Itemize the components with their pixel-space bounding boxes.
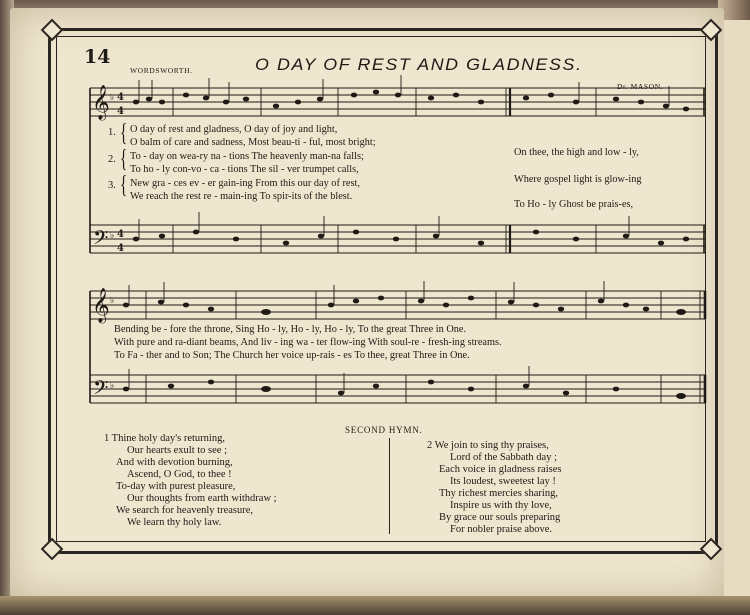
stanza-number: 2. (108, 154, 116, 165)
music-credit: Dr. MASON. (617, 82, 664, 91)
svg-text:4: 4 (117, 229, 124, 240)
second-hymn-heading: SECOND HYMN. (345, 425, 423, 435)
lyric-line: New gra - ces ev - er gain-ing From this our day of rest, (130, 178, 360, 189)
words-credit: WORDSWORTH. (130, 66, 193, 75)
verse-brace: { (120, 146, 128, 174)
poem-line: Its loudest, sweetest lay ! (450, 476, 556, 487)
svg-text:♭: ♭ (110, 381, 115, 391)
poem-line: 2 We join to sing thy praises, (427, 440, 549, 451)
refrain-line: To Ho - ly Ghost be prais-es, (514, 199, 634, 210)
refrain-line: Where gospel light is glow-ing (514, 174, 642, 185)
svg-text:𝄢: 𝄢 (93, 226, 109, 254)
poem-line: 1 Thine holy day's returning, (104, 433, 225, 444)
lyric-line: To - day on wea-ry na - tions The heavenly man-na falls; (130, 151, 364, 162)
lyric-line: Bending be - fore the throne, Sing Ho - ly, Ho - ly, Ho - ly, To the great Three in One. (114, 324, 467, 335)
poem-line: Our thoughts from earth withdraw ; (127, 493, 277, 504)
svg-text:𝄞: 𝄞 (92, 85, 110, 120)
refrain-line: On thee, the high and low - ly, (514, 147, 639, 158)
poem-line: By grace our souls preparing (439, 512, 561, 523)
poem-line: For nobler praise above. (450, 524, 553, 535)
poem-line: Ascend, O God, to thee ! (127, 469, 232, 480)
svg-text:𝄞: 𝄞 (92, 288, 110, 323)
poem-line: And with devotion burning, (116, 457, 233, 468)
lyric-line: O day of rest and gladness, O day of joy and light, (130, 124, 338, 135)
column-divider (389, 438, 390, 534)
poem-line: We search for heavenly treasure, (116, 505, 254, 516)
verse-brace: { (120, 172, 128, 200)
book-edge-bottom (0, 596, 750, 615)
poem-line: Each voice in gladness raises (439, 464, 562, 475)
svg-text:4: 4 (117, 243, 124, 254)
svg-text:4: 4 (117, 106, 124, 117)
lyric-line: To Fa - ther and to Son; The Church her voice up-rais - es To thee, great Three in One. (114, 350, 470, 361)
lyric-line: We reach the rest re - main-ing To spir-its of the blest. (130, 191, 353, 202)
svg-text:𝄢: 𝄢 (93, 376, 109, 404)
lyric-line: To ho - ly con-vo - ca - tions The sil - ver trumpet calls, (130, 164, 359, 175)
svg-text:♭: ♭ (110, 93, 115, 103)
poem-line: Lord of the Sabbath day ; (450, 452, 558, 463)
lyric-line: With pure and ra-diant beams, And liv - ing wa - ter flow-ing With soul-re - fresh-ing streams. (114, 337, 502, 348)
poem-line: To-day with purest pleasure, (116, 481, 236, 492)
verse-brace: { (120, 120, 128, 148)
svg-text:4: 4 (117, 92, 124, 103)
svg-text:♭: ♭ (110, 296, 115, 306)
svg-text:♭: ♭ (110, 231, 115, 241)
page-number: 14 (84, 46, 111, 68)
lyric-line: O balm of care and sadness, Most beau-ti - ful, most bright; (130, 137, 376, 148)
stanza-number: 3. (108, 180, 116, 191)
stanza-number: 1. (108, 127, 116, 138)
hymn-title: O DAY OF REST AND GLADNESS. (255, 55, 583, 74)
poem-line: Thy richest mercies sharing, (439, 488, 558, 499)
poem-line: Inspire us with thy love, (450, 500, 552, 511)
poem-line: Our hearts exult to see ; (127, 445, 228, 456)
next-page-strip (722, 20, 750, 600)
poem-line: We learn thy holy law. (127, 517, 222, 528)
